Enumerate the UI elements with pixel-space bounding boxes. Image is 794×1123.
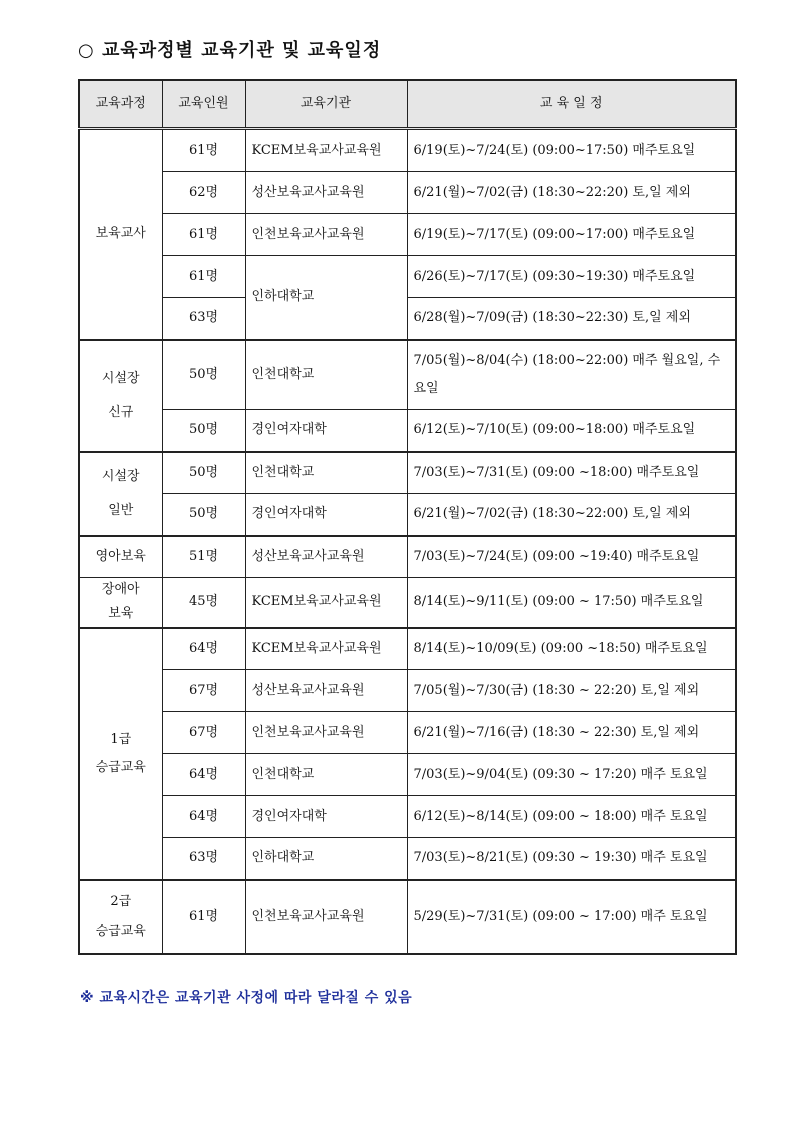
institution-cell: 인하대학교 [245,256,407,340]
schedule-cell: 6/26(토)~7/17(토) (09:30~19:30) 매주토요일 [407,256,736,298]
count-cell: 64명 [162,796,245,838]
schedule-cell: 7/03(토)~7/31(토) (09:00 ~18:00) 매주토요일 [407,452,736,494]
count-cell: 61명 [162,214,245,256]
count-cell: 50명 [162,494,245,536]
count-cell: 51명 [162,536,245,578]
table-row [79,298,736,340]
institution-cell: 경인여자대학 [245,410,407,452]
table-row [79,628,736,670]
table-row [79,796,736,838]
institution-cell: 인하대학교 [245,838,407,880]
institution-cell: 인천보육교사교육원 [245,214,407,256]
count-cell: 67명 [162,670,245,712]
table-row [79,494,736,536]
count-cell: 50명 [162,340,245,410]
schedule-table [78,79,737,955]
table-row [79,536,736,578]
schedule-cell: 6/21(월)~7/02(금) (18:30~22:20) 토,일 제외 [407,172,736,214]
count-cell: 61명 [162,256,245,298]
schedule-cell: 6/19(토)~7/24(토) (09:00~17:50) 매주토요일 [407,129,736,172]
institution-cell: 인천보육교사교육원 [245,880,407,954]
course-cell: 보육교사 [79,129,162,340]
institution-cell: 경인여자대학 [245,494,407,536]
institution-cell: 경인여자대학 [245,796,407,838]
table-row [79,410,736,452]
table-row [79,129,736,172]
table-row [79,712,736,754]
schedule-cell: 5/29(토)~7/31(토) (09:00 ~ 17:00) 매주 토요일 [407,880,736,954]
header-course: 교육과정 [79,80,162,129]
course-cell: 장애아 보육 [79,578,162,628]
table-row [79,214,736,256]
schedule-cell: 7/05(월)~8/04(수) (18:00~22:00) 매주 월요일, 수요일 [407,340,736,410]
schedule-cell: 7/05(월)~7/30(금) (18:30 ~ 22:20) 토,일 제외 [407,670,736,712]
count-cell: 64명 [162,628,245,670]
schedule-cell: 7/03(토)~9/04(토) (09:30 ~ 17:20) 매주 토요일 [407,754,736,796]
count-cell: 62명 [162,172,245,214]
table-header-row [79,80,736,129]
count-cell: 45명 [162,578,245,628]
count-cell: 50명 [162,410,245,452]
schedule-cell: 8/14(토)~10/09(토) (09:00 ~18:50) 매주토요일 [407,628,736,670]
header-institution: 교육기관 [245,80,407,129]
schedule-cell: 7/03(토)~8/21(토) (09:30 ~ 19:30) 매주 토요일 [407,838,736,880]
institution-cell: KCEM보육교사교육원 [245,129,407,172]
table-row [79,452,736,494]
schedule-cell: 6/12(토)~8/14(토) (09:00 ~ 18:00) 매주 토요일 [407,796,736,838]
count-cell: 61명 [162,880,245,954]
institution-cell: 인천대학교 [245,754,407,796]
header-schedule: 교 육 일 정 [407,80,736,129]
course-cell: 1급 승급교육 [79,628,162,880]
count-cell: 50명 [162,452,245,494]
page-title: ○ 교육과정별 교육기관 및 교육일정 [78,40,382,61]
course-cell: 시설장 일반 [79,452,162,536]
table-row [79,340,736,410]
count-cell: 63명 [162,298,245,340]
institution-cell: KCEM보육교사교육원 [245,578,407,628]
table-row [79,754,736,796]
institution-cell: 성산보육교사교육원 [245,536,407,578]
schedule-cell: 6/21(월)~7/02(금) (18:30~22:00) 토,일 제외 [407,494,736,536]
table-row [79,838,736,880]
count-cell: 64명 [162,754,245,796]
institution-cell: 성산보육교사교육원 [245,670,407,712]
institution-cell: 인천보육교사교육원 [245,712,407,754]
institution-cell: 인천대학교 [245,340,407,410]
count-cell: 67명 [162,712,245,754]
institution-cell: KCEM보육교사교육원 [245,628,407,670]
course-cell: 시설장 신규 [79,340,162,452]
table-row [79,670,736,712]
table-row [79,172,736,214]
institution-cell: 성산보육교사교육원 [245,172,407,214]
table-row [79,256,736,298]
institution-cell: 인천대학교 [245,452,407,494]
header-count: 교육인원 [162,80,245,129]
schedule-cell: 6/12(토)~7/10(토) (09:00~18:00) 매주토요일 [407,410,736,452]
schedule-cell: 6/21(월)~7/16(금) (18:30 ~ 22:30) 토,일 제외 [407,712,736,754]
schedule-cell: 7/03(토)~7/24(토) (09:00 ~19:40) 매주토요일 [407,536,736,578]
schedule-cell: 6/28(월)~7/09(금) (18:30~22:30) 토,일 제외 [407,298,736,340]
table-row [79,880,736,954]
count-cell: 61명 [162,129,245,172]
count-cell: 63명 [162,838,245,880]
course-cell: 2급 승급교육 [79,880,162,954]
footnote: ※ 교육시간은 교육기관 사정에 따라 달라질 수 있음 [80,990,413,1006]
course-cell: 영아보육 [79,536,162,578]
schedule-cell: 8/14(토)~9/11(토) (09:00 ~ 17:50) 매주토요일 [407,578,736,628]
table-row [79,578,736,628]
schedule-cell: 6/19(토)~7/17(토) (09:00~17:00) 매주토요일 [407,214,736,256]
